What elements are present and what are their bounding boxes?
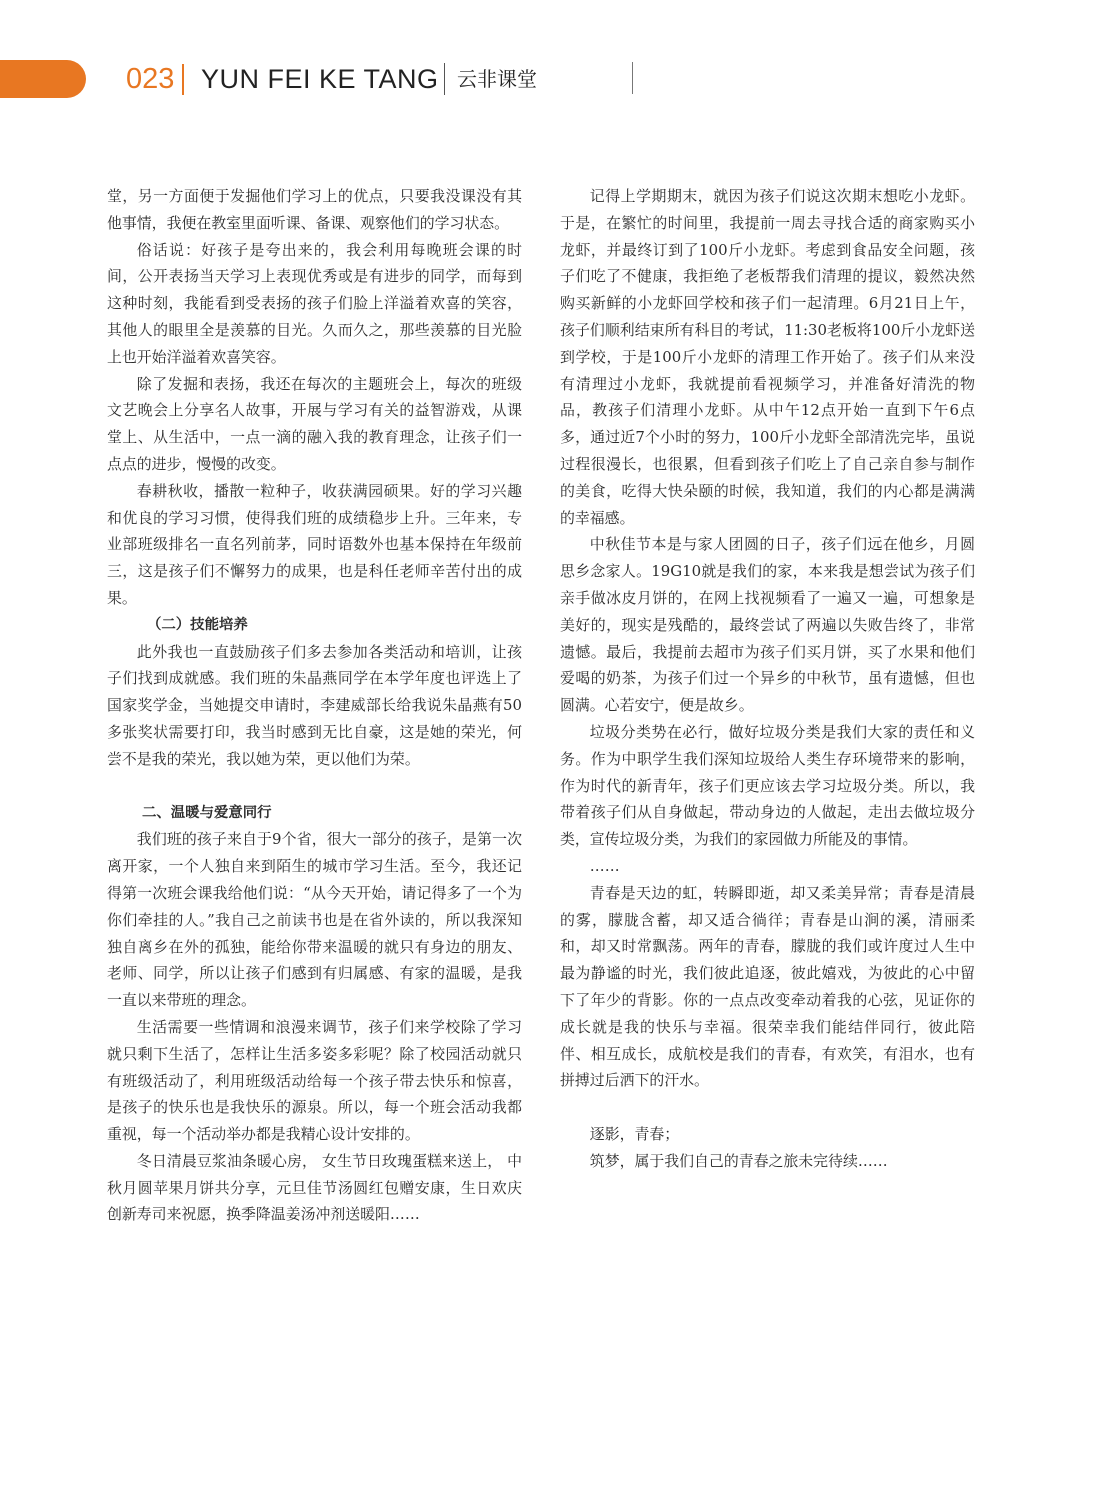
page-number: 023 <box>126 63 175 95</box>
magazine-title-cn: 云非课堂 <box>457 67 537 91</box>
paragraph: 垃圾分类势在必行，做好垃圾分类是我们大家的责任和义务。作为中职学生我们深知垃圾给人类生存环境带来的影响，作为时代的新青年，孩子们更应该去学习垃圾分类。所以，我带着孩子们从自身做起，带动身边的人做起，走出去做垃圾分类，宣传垃圾分类，为我们的家园做力所能及的事情。 <box>560 722 975 849</box>
paragraph: 冬日清晨豆浆油条暖心房， 女生节日玫瑰蛋糕来送上， 中秋月圆苹果月饼共分享，元旦佳节汤圆红包赠安康，生日欢庆创新寿司来祝愿，换季降温姜汤冲剂送暖阳…… <box>107 1151 522 1224</box>
ellipsis: …… <box>589 856 620 875</box>
closing-line: 逐影，青春； <box>589 1125 680 1144</box>
section-subheading: （二）技能培养 <box>147 616 248 633</box>
paragraph: 堂，另一方面便于发掘他们学习上的优点，只要我没课没有其他事情，我便在教室里面听课、备课、观察他们的学习状态。 <box>107 187 522 232</box>
header-divider <box>182 64 184 95</box>
paragraph: 生活需要一些情调和浪漫来调节，孩子们来学校除了学习就只剩下生活了，怎样让生活多姿多彩呢？除了校园活动就只有班级活动了，利用班级活动给每一个孩子带去快乐和惊喜，是孩子的快乐也是我快乐的源泉。所以，每一个班会活动我都重视，每一个活动举办都是我精心设计安排的。 <box>107 1017 522 1144</box>
closing-line: 筑梦，属于我们自己的青春之旅未完待续…… <box>589 1151 888 1170</box>
paragraph: 记得上学期期末，就因为孩子们说这次期末想吃小龙虾。于是，在繁忙的时间里，我提前一周去寻找合适的商家购买小龙虾，并最终订到了100斤小龙虾。考虑到食品安全问题，孩子们吃了不健康，我拒绝了老板帮我们清理的提议，毅然决然购买新鲜的小龙虾回学校和孩子们一起清理。6月21日上午，孩子们顺利结束所有科目的考试，11:30老板将100斤小龙虾送到学校，于是100斤小龙虾的清理工作开始了。孩子们从来没有清理过小龙虾，我就提前看视频学习，并准备好清洗的物品，教孩子们清理小龙虾。从中午12点开始一直到下午6点多，通过近7个小时的努力，100斤小龙虾全部清洗完毕，虽说过程很漫长，也很累，但看到孩子们吃上了自己亲自参与制作的美食，吃得大快朵颐的时候，我知道，我们的内心都是满满的幸福感。 <box>560 187 975 527</box>
paragraph: 俗话说：好孩子是夸出来的，我会利用每晚班会课的时间，公开表扬当天学习上表现优秀或是有进步的同学，而每到这种时刻，我能看到受表扬的孩子们脸上洋溢着欢喜的笑容，其他人的眼里全是羡慕的目光。久而久之，那些羡慕的目光脸上也开始洋溢着欢喜笑容。 <box>107 240 522 366</box>
paragraph: 春耕秋收，播散一粒种子，收获满园硕果。好的学习兴趣和优良的学习习惯，使得我们班的成绩稳步上升。三年来，专业部班级排名一直名列前茅，同时语数外也基本保持在年级前三，这是孩子们不懈努力的成果，也是科任老师辛苦付出的成果。 <box>107 481 522 607</box>
header-divider <box>444 63 445 95</box>
magazine-title: YUN FEI KE TANG <box>201 64 439 94</box>
paragraph: 此外我也一直鼓励孩子们多去参加各类活动和培训，让孩子们找到成就感。我们班的朱晶燕同学在本学年度也评选上了国家奖学金，当她提交申请时，李建威部长给我说朱晶燕有50多张奖状需要打印，我当时感到无比自豪，这是她的荣光，何尝不是我的荣光，我以她为荣，更以他们为荣。 <box>107 642 522 768</box>
right-column <box>560 183 975 1175</box>
paragraph: 我们班的孩子来自于9个省，很大一部分的孩子，是第一次离开家，一个人独自来到陌生的城市学习生活。至今，我还记得第一次班会课我给他们说：“从今天开始，请记得多了一个为你们牵挂的人。”我自己之前读书也是在省外读的，所以我深知独自离乡在外的孤独，能给你带来温暖的就只有身边的朋友、老师、同学，所以让孩子们感到有归属感、有家的温暖，是我一直以来带班的理念。 <box>107 830 522 1010</box>
paragraph: 除了发掘和表扬，我还在每次的主题班会上，每次的班级文艺晚会上分享名人故事，开展与学习有关的益智游戏，从课堂上、从生活中，一点一滴的融入我的教育理念，让孩子们一点点的进步，慢慢的改变。 <box>107 374 522 473</box>
section-heading: 二、温暖与爱意同行 <box>142 804 272 821</box>
paragraph: 中秋佳节本是与家人团圆的日子，孩子们远在他乡，月圆思乡念家人。19G10就是我们的家，本来我是想尝试为孩子们亲手做冰皮月饼的，在网上找视频看了一遍又一遍，可想象是美好的，现实是残酷的，最终尝试了两遍以失败告终了，非常遗憾。最后，我提前去超市为孩子们买月饼，买了水果和他们爱喝的奶茶，为孩子们过一个异乡的中秋节，虽有遗憾，但也圆满。心若安宁，便是故乡。 <box>560 535 975 715</box>
paragraph: 青春是天边的虹，转瞬即逝，却又柔美异常；青春是清晨的雾，朦胧含蓄，却又适合徜徉；青春是山涧的溪，清丽柔和，却又时常飘荡。两年的青春，朦胧的我们或许度过人生中最为静谧的时光，我们彼此追逐，彼此嬉戏，为彼此的心中留下了年少的背影。你的一点点改变牵动着我的心弦，见证你的成长就是我的快乐与幸福。很荣幸我们能结伴同行，彼此陪伴、相互成长，成航校是我们的青春，有欢笑，有泪水，也有拼搏过后洒下的汗水。 <box>560 883 975 1090</box>
orange-tab <box>0 60 86 98</box>
left-column <box>107 183 522 1228</box>
header-divider <box>632 62 633 94</box>
